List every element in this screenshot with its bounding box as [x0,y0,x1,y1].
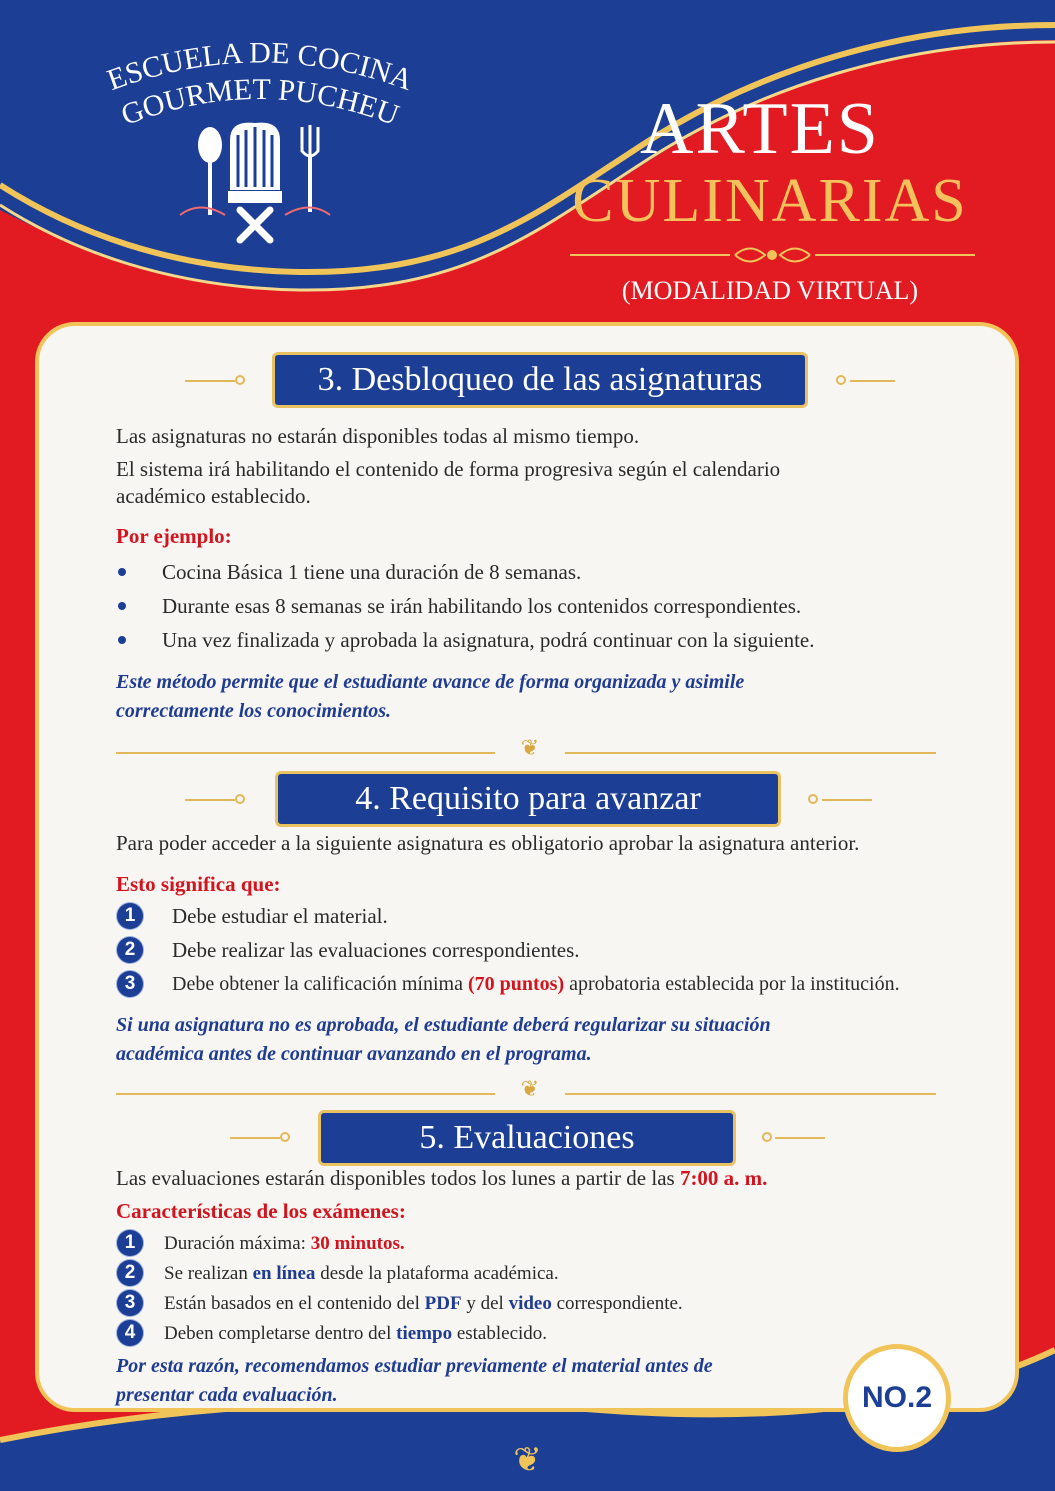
section4-item-2: Debe realizar las evaluaciones correspondientes. [172,938,580,962]
banner-line-left [185,799,235,801]
item-text: Duración máxima: [164,1233,311,1254]
banner-dot-left [280,1132,290,1142]
title-ornament-icon [570,242,975,268]
item-text: Debe obtener la calificación mínima [172,973,468,995]
subtitle-modality: (MODALIDAD VIRTUAL) [621,276,919,305]
number-badge-icon: 1 [117,903,143,929]
section3-paragraph2a: El sistema irá habilitando el contenido de forma progresiva según el calendario [116,457,781,481]
min-score: (70 puntos) [467,973,565,995]
school-line1: ESCUELA DE COCINA [102,40,417,97]
section5-item-3 [164,1290,683,1318]
number-badge-icon: 3 [117,971,143,997]
banner-line-left [185,380,235,382]
item-text: correspondiente. [551,1293,683,1314]
section5-item-1 [164,1230,405,1258]
banner-dot-right [808,794,818,804]
section5-paragraph1 [116,1164,767,1192]
section3-bullet-1: Cocina Básica 1 tiene una duración de 8 semanas. [162,560,582,584]
bullet-icon [118,602,126,610]
section3-paragraph2b: académico establecido. [116,484,311,508]
section3-example-label: Por ejemplo: [116,524,232,548]
item-text: desde la plataforma académica. [315,1263,559,1284]
video-label: video [508,1293,552,1314]
banner-dot-left [235,375,245,385]
section3-paragraph1: Las asignaturas no estarán disponibles todas al mismo tiempo. [116,424,640,448]
pdf-label: PDF [424,1293,462,1314]
time-label: tiempo [396,1323,453,1344]
section4-note-b: académica antes de continuar avanzando en el programa. [116,1043,592,1065]
section4-heading: 4. Requisito para avanzar [275,771,781,827]
number-badge-icon: 4 [117,1320,143,1346]
item-text: y del [461,1293,509,1314]
banner-dot-right [762,1132,772,1142]
item-text: establecido. [452,1323,548,1344]
section5-label: Características de los exámenes: [116,1199,406,1223]
school-line2: GOURMET PUCHEU [116,72,404,130]
banner-dot-right [836,375,846,385]
divider-ornament-icon: ❦ [495,735,565,761]
section5-item-2 [164,1260,559,1288]
banner-line-left [230,1137,280,1139]
title-artes: ARTES [640,88,880,170]
item-text: Se realizan [164,1263,253,1284]
banner-line-right [850,380,895,382]
bottom-ornament-icon: ❦ [513,1442,542,1479]
number-badge-icon: 1 [117,1230,143,1256]
section4-item-3 [172,970,900,998]
section5-note-b: presentar cada evaluación. [116,1384,338,1406]
chef-hat-logo-icon [170,115,340,245]
banner-dot-left [235,794,245,804]
section5-note-a: Por esta razón, recomendamos estudiar previamente el material antes de [116,1355,713,1377]
item-text: aprobatoria establecida por la institución. [564,973,900,995]
section4-paragraph1: Para poder acceder a la siguiente asignatura es obligatorio aprobar la asignatura anterior. [116,831,860,855]
item-text: Deben completarse dentro del [164,1323,397,1344]
divider-ornament-icon: ❦ [495,1076,565,1102]
page-number-badge: NO.2 [843,1344,951,1452]
banner-line-right [775,1137,825,1139]
section3-bullet-2: Durante esas 8 semanas se irán habilitando los contenidos correspondientes. [162,594,802,618]
section3-note-a: Este método permite que el estudiante avance de forma organizada y asimile [116,671,745,693]
section3-note-b: correctamente los conocimientos. [116,700,391,722]
section3-bullet-3: Una vez finalizada y aprobada la asignatura, podrá continuar con la siguiente. [162,628,815,652]
section5-item-4 [164,1320,547,1348]
title-culinarias: CULINARIAS [572,167,968,235]
max-duration: 30 minutos. [310,1233,405,1254]
section3-heading: 3. Desbloqueo de las asignaturas [272,352,808,408]
online-label: en línea [252,1263,316,1284]
start-time: 7:00 a. m. [679,1166,768,1190]
bullet-icon [118,636,126,644]
section4-item-1: Debe estudiar el material. [172,904,388,928]
section4-label: Esto significa que: [116,872,281,896]
banner-line-right [822,799,872,801]
p-text: Las evaluaciones estarán disponibles todos los lunes a partir de las [116,1166,680,1190]
number-badge-icon: 3 [117,1290,143,1316]
section5-heading: 5. Evaluaciones [318,1110,736,1166]
item-text: Están basados en el contenido del [164,1293,425,1314]
number-badge-icon: 2 [117,937,143,963]
section4-note-a: Si una asignatura no es aprobada, el estudiante deberá regularizar su situación [116,1014,771,1036]
number-badge-icon: 2 [117,1260,143,1286]
bullet-icon [118,568,126,576]
